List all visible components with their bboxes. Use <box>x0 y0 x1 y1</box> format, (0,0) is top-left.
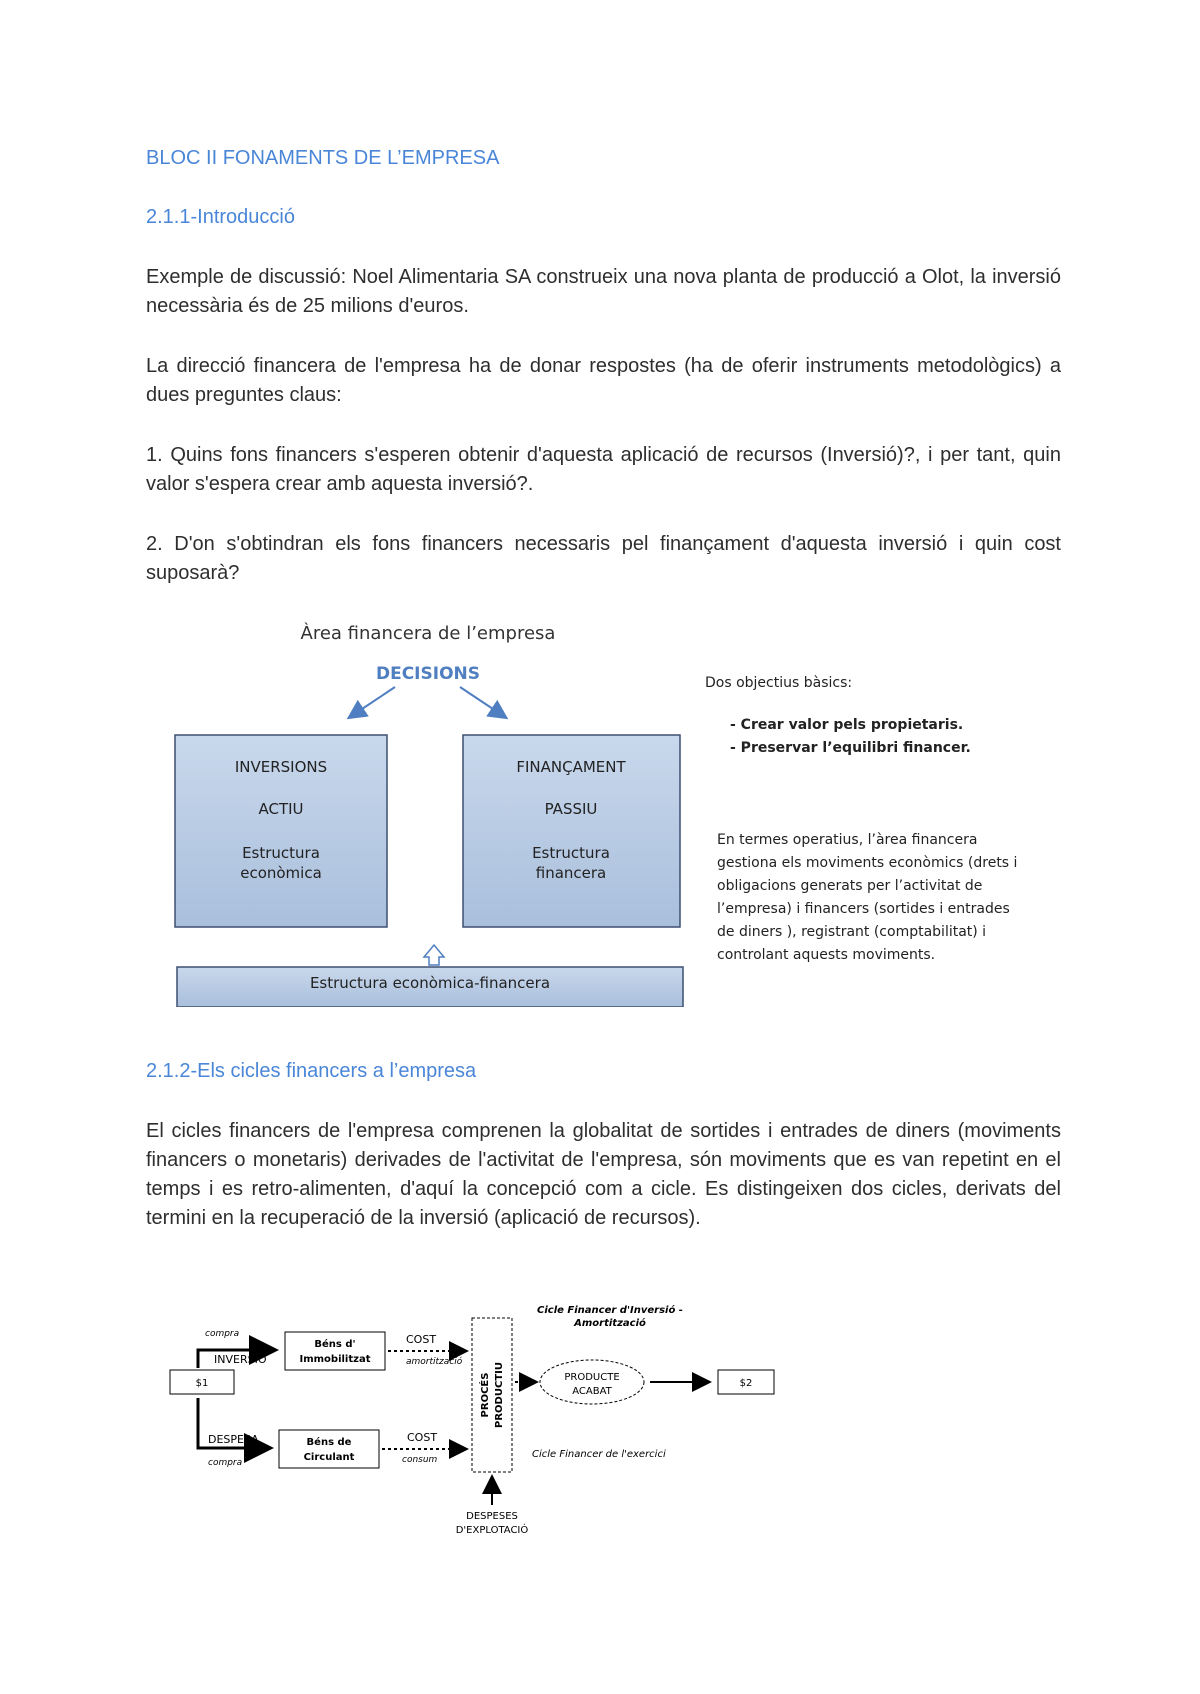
circulant-line1: Béns de <box>306 1437 352 1448</box>
cost-bottom-label: COST <box>407 1431 438 1444</box>
proces-line2: PRODUCTIU <box>494 1362 505 1428</box>
circulant-box <box>279 1430 379 1468</box>
operative-line: obligacions generats per l’activitat de <box>717 878 983 894</box>
cost-top-label: COST <box>406 1333 437 1346</box>
operative-text <box>717 832 1017 963</box>
producte-line2: ACABAT <box>572 1386 612 1397</box>
paragraph-cycles: El cicles financers de l'empresa comprenen la globalitat de sortides i entrades de diners (moviments financers o monetaris) derivades de l'activitat de l'empresa, són moviments que es van repetint en el temps i es retro-alimenten, d'aquí la concepció com a cicle. Es distingeixen dos cicles, derivats del termini en la recuperació de la inversió (aplicació de recursos). <box>146 1120 1061 1229</box>
despesa-label: DESPESA <box>208 1433 259 1446</box>
passiu-label: PASSIU <box>544 800 598 818</box>
consum-label: consum <box>402 1455 438 1465</box>
objective-1: - Crear valor pels propietaris. <box>730 717 964 733</box>
immobilitzat-box <box>285 1332 385 1370</box>
proces-line1: PROCÉS <box>480 1372 491 1418</box>
cicle-inversio-line1: Cicle Financer d'Inversió - <box>537 1305 683 1316</box>
immobilitzat-line1: Béns d' <box>314 1339 356 1350</box>
producte-line1: PRODUCTE <box>564 1372 620 1383</box>
s2-box <box>718 1370 774 1394</box>
objectives-title: Dos objectius bàsics: <box>705 675 853 691</box>
objective-2: - Preservar l’equilibri financer. <box>730 740 971 756</box>
compra-top-label: compra <box>205 1329 240 1339</box>
proces-productiu-box <box>472 1318 512 1472</box>
despeses-line1: DESPESES <box>466 1511 518 1522</box>
immobilitzat-line2: Immobilitzat <box>299 1354 371 1365</box>
s1-label: $1 <box>195 1378 209 1389</box>
operative-line: gestiona els moviments econòmics (drets i <box>717 855 1018 871</box>
inversions-box <box>175 735 387 927</box>
financament-box <box>463 735 680 927</box>
despeses-line2: D'EXPLOTACIÓ <box>455 1525 529 1536</box>
question-1: 1. Quins fons financers s'esperen obtenir d'aquesta aplicació de recursos (Inversió)?, i per tant, quin valor s'espera crear amb aquesta inversió?. <box>146 444 1061 495</box>
compra-bottom-label: compra <box>208 1458 243 1468</box>
paragraph-direction: La direcció financera de l'empresa ha de donar respostes (ha de oferir instruments metodològics) a dues preguntes claus: <box>146 355 1061 406</box>
inversions-label: INVERSIONS <box>234 758 328 776</box>
operative-line: En termes operatius, l’àrea financera <box>717 832 978 848</box>
estructura-label-right: Estructura <box>532 844 610 862</box>
cicle-inversio-line2: Amortització <box>574 1318 646 1329</box>
s1-box <box>170 1370 234 1394</box>
figure-title: Àrea financera de l’empresa <box>300 623 556 644</box>
operative-line: controlant aquests moviments. <box>717 947 936 963</box>
operative-line: l’empresa) i financers (sortides i entrades <box>717 901 1010 917</box>
question-2: 2. D'on s'obtindran els fons financers necessaris pel finançament d'aquesta inversió i quin cost suposarà? <box>146 533 1061 584</box>
financament-label: FINANÇAMENT <box>516 758 626 776</box>
financial-cycles-diagram <box>160 1300 800 1540</box>
bottom-bar-label: Estructura econòmica-financera <box>309 974 551 992</box>
decisions-arrow-right <box>460 687 505 717</box>
inversio-label: INVERSIÓ <box>214 1353 267 1366</box>
financera-label: financera <box>535 864 607 882</box>
bloc-title: BLOC II FONAMENTS DE L’EMPRESA <box>146 147 500 169</box>
cicle-exercici-label: Cicle Financer de l'exercici <box>532 1449 666 1460</box>
actiu-label: ACTIU <box>258 800 304 818</box>
economica-label: econòmica <box>240 864 322 882</box>
financial-area-figure <box>170 612 1100 1007</box>
estructura-label-left: Estructura <box>242 844 320 862</box>
decisions-label: DECISIONS <box>375 664 481 684</box>
section-title-cicles: 2.1.2-Els cicles financers a l’empresa <box>146 1060 477 1082</box>
amortitzacio-label: amortització <box>406 1357 463 1367</box>
s2-label: $2 <box>739 1378 753 1389</box>
up-arrow-icon <box>424 945 444 965</box>
decisions-arrow-left <box>350 687 395 717</box>
section-title-introduccio: 2.1.1-Introducció <box>146 206 295 228</box>
operative-line: de diners ), registrant (comptabilitat) i <box>717 924 987 940</box>
paragraph-example: Exemple de discussió: Noel Alimentaria SA construeix una nova planta de producció a Olot, la inversió necessària és de 25 milions d'euros. <box>146 266 1061 317</box>
circulant-line2: Circulant <box>303 1452 355 1463</box>
producte-acabat-ellipse <box>540 1360 644 1404</box>
bottom-bar <box>177 967 683 1007</box>
